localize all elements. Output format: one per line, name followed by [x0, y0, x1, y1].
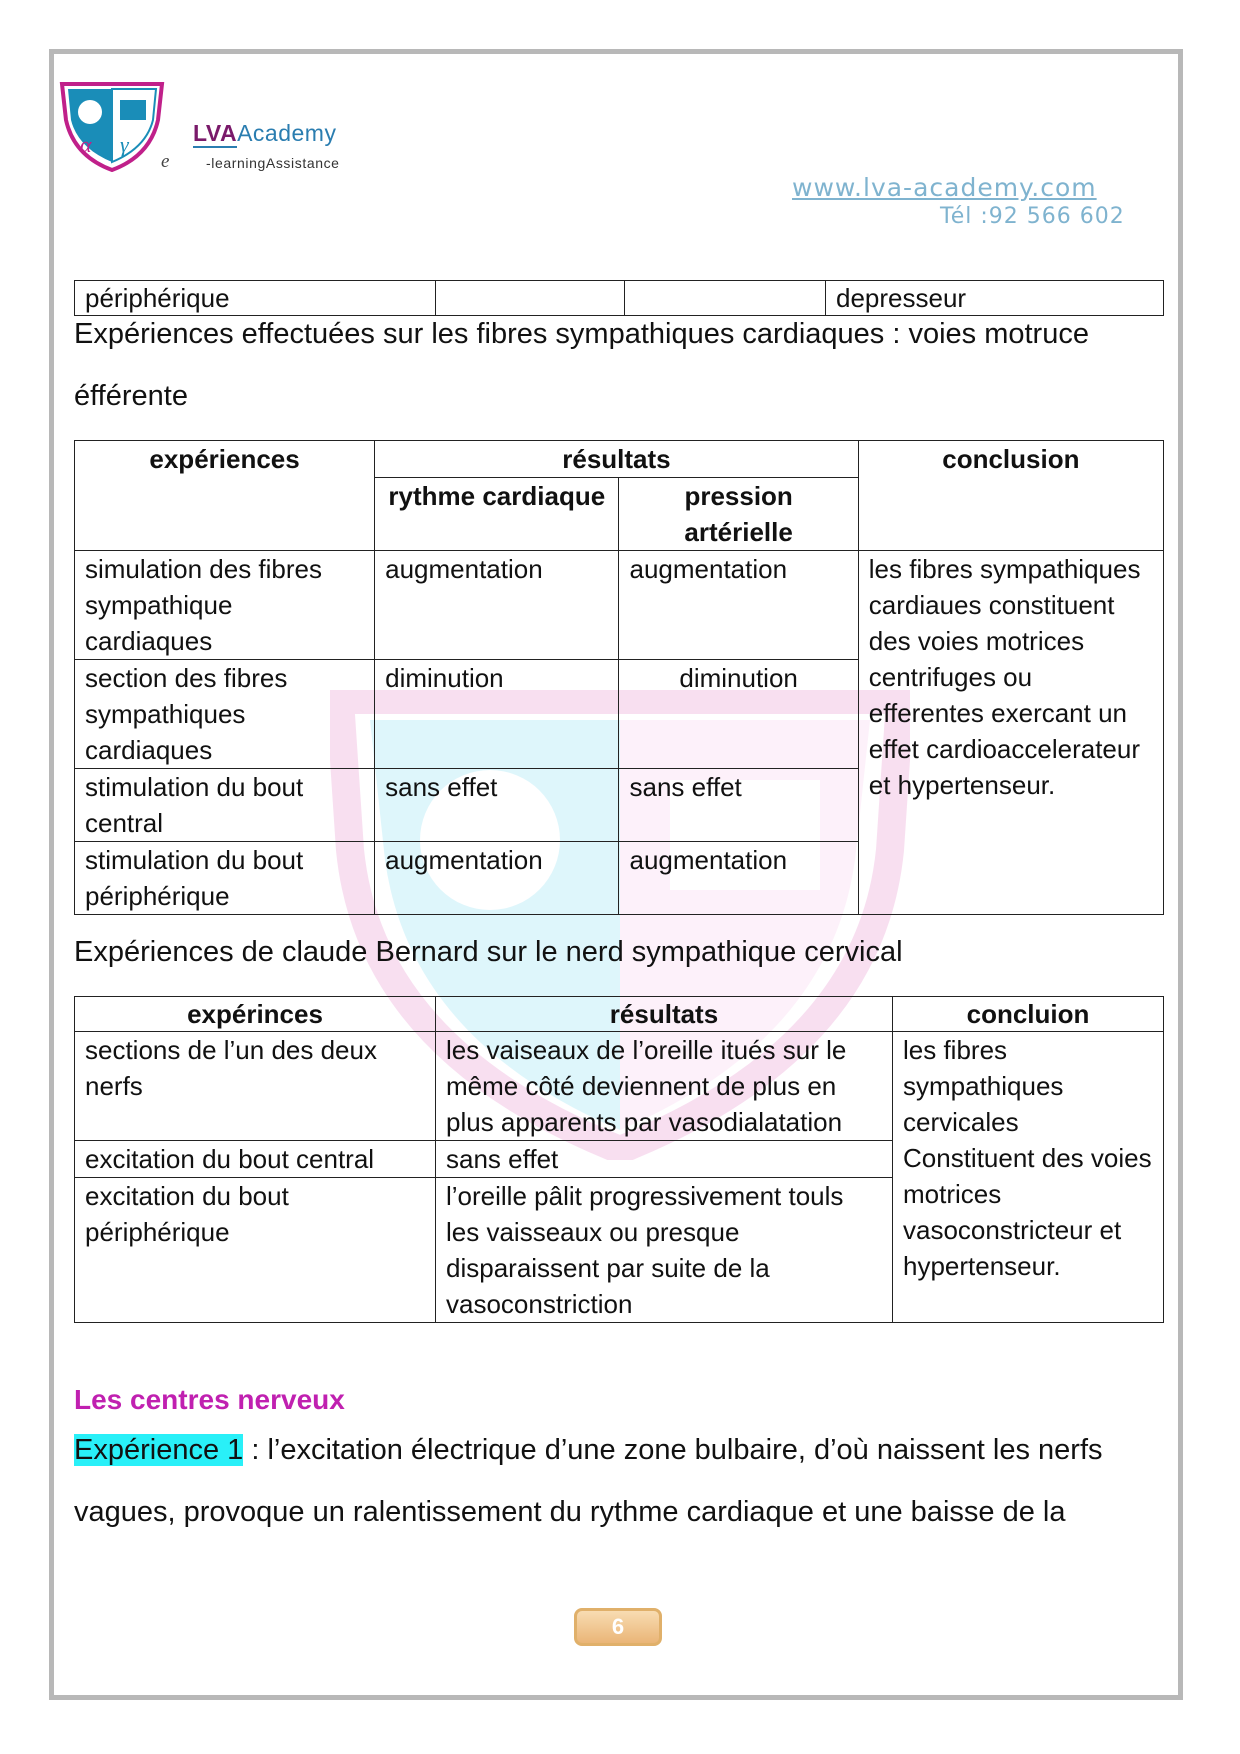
- brand-e: e: [161, 151, 170, 172]
- conclusion-cell: les fibres sympathiques cardiaues constituent des voies motrices centrifuges ou efferentes exercant un effet cardioaccelerateur et hypertenseur.: [858, 551, 1163, 915]
- table-row: [75, 1032, 1164, 1141]
- rythme-cell: augmentation: [375, 842, 619, 915]
- paragraph-line: Expériences effectuées sur les fibres sympathiques cardiaques : voies motruce: [74, 318, 1089, 350]
- paragraph-line: vagues, provoque un ralentissement du rythme cardiaque et une baisse de la: [74, 1496, 1066, 1528]
- brand-subtitle: -learningAssistance: [206, 155, 340, 171]
- table-row: [75, 551, 1164, 660]
- conclusion-cell: les fibres sympathiques cervicales Constituent des voies motrices vasoconstricteur et hypertenseur.: [893, 1032, 1164, 1323]
- result-cell: les vaiseaux de l’oreille itués sur le même côté deviennent de plus en plus apparents par vasodialatation: [436, 1032, 893, 1141]
- pression-cell: sans effet: [619, 769, 858, 842]
- column-header: résultats: [375, 441, 859, 478]
- experience-cell: sections de l’un des deux nerfs: [75, 1032, 436, 1141]
- experience-cell: simulation des fibres sympathique cardiaques: [75, 551, 375, 660]
- experience-cell: stimulation du bout périphérique: [75, 842, 375, 915]
- website-link[interactable]: www.lva-academy.com: [792, 173, 1097, 202]
- page-number: 6: [574, 1608, 662, 1646]
- lva-logo: [58, 80, 166, 172]
- sympathetic-cardiac-table: [74, 440, 1164, 915]
- table-header-row: [75, 997, 1164, 1032]
- brand-lva: LVA: [193, 120, 238, 146]
- table-cell: [625, 281, 826, 316]
- experience-cell: excitation du bout périphérique: [75, 1178, 436, 1323]
- table-cell: [436, 281, 625, 316]
- result-cell: sans effet: [436, 1141, 893, 1178]
- claude-bernard-table: [74, 996, 1164, 1323]
- column-header: expérinces: [75, 997, 436, 1032]
- brand-name: [193, 120, 336, 147]
- rythme-cell: sans effet: [375, 769, 619, 842]
- table-row: [75, 281, 1164, 316]
- pression-cell: diminution: [619, 660, 858, 769]
- table-cell: depresseur: [826, 281, 1164, 316]
- column-header: concluion: [893, 997, 1164, 1032]
- section-title: Les centres nerveux: [74, 1384, 345, 1415]
- paragraph-line: Expériences de claude Bernard sur le nerd sympathique cervical: [74, 936, 903, 968]
- paragraph-line: éfférente: [74, 380, 188, 412]
- column-header: expériences: [75, 441, 375, 551]
- rythme-cell: diminution: [375, 660, 619, 769]
- pression-cell: augmentation: [619, 551, 858, 660]
- previous-table-row: [74, 280, 1164, 316]
- result-cell: l’oreille pâlit progressivement touls les vaisseaux ou presque disparaissent par suite de la vasoconstriction: [436, 1178, 893, 1323]
- experience-text: : l’excitation électrique d’une zone bulbaire, d’où naissent les nerfs: [243, 1434, 1103, 1466]
- column-subheader: pression artérielle: [619, 478, 858, 551]
- experience-cell: excitation du bout central: [75, 1141, 436, 1178]
- rythme-cell: augmentation: [375, 551, 619, 660]
- table-header-row: [75, 441, 1164, 478]
- brand-academy: Academy: [237, 120, 337, 146]
- experience-cell: section des fibres sympathiques cardiaques: [75, 660, 375, 769]
- experience-cell: stimulation du bout central: [75, 769, 375, 842]
- pression-cell: augmentation: [619, 842, 858, 915]
- svg-text:α: α: [80, 132, 92, 157]
- svg-text:γ: γ: [120, 132, 129, 157]
- table-cell: périphérique: [75, 281, 436, 316]
- experience-paragraph: [74, 1434, 1103, 1467]
- phone-number: Tél :92 566 602: [940, 204, 1125, 229]
- column-header: conclusion: [858, 441, 1163, 551]
- column-header: résultats: [436, 997, 893, 1032]
- experience-label: Expérience 1: [74, 1434, 244, 1466]
- column-subheader: rythme cardiaque: [375, 478, 619, 551]
